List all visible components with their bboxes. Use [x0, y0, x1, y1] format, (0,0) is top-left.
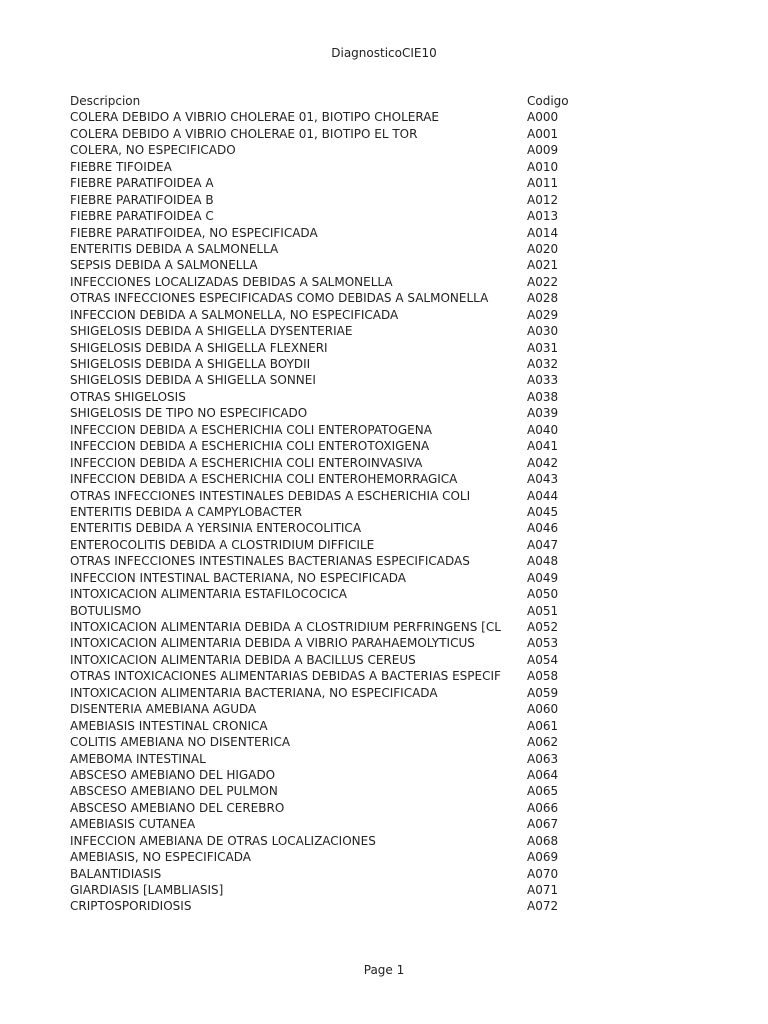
cell-codigo: A061 — [527, 718, 562, 734]
cell-descripcion: CRIPTOSPORIDIOSIS — [70, 899, 192, 914]
table-row — [70, 241, 590, 257]
table-row — [70, 718, 590, 734]
cell-codigo: A030 — [527, 323, 562, 339]
cell-descripcion: ENTERITIS DEBIDA A YERSINIA ENTEROCOLITICA — [70, 521, 362, 536]
cell-descripcion: FIEBRE PARATIFOIDEA C — [70, 209, 214, 224]
cell-codigo: A050 — [527, 586, 562, 602]
column-header-codigo: Codigo — [527, 93, 573, 109]
cell-codigo: A033 — [527, 372, 562, 388]
table-row — [70, 520, 590, 536]
cell-descripcion: AMEBIASIS, NO ESPECIFICADA — [70, 850, 251, 865]
cell-codigo: A065 — [527, 783, 562, 799]
table-row — [70, 603, 590, 619]
table-row — [70, 553, 590, 569]
cell-codigo: A070 — [527, 866, 562, 882]
cell-codigo: A045 — [527, 504, 562, 520]
cell-descripcion: OTRAS INFECCIONES INTESTINALES DEBIDAS A ESCHERICHIA COLI — [70, 488, 471, 503]
cell-descripcion: INTOXICACION ALIMENTARIA DEBIDA A VIBRIO PARAHAEMOLYTICUS — [70, 636, 475, 651]
cell-descripcion: BALANTIDIASIS — [70, 866, 162, 881]
cell-descripcion: INTOXICACION ALIMENTARIA ESTAFILOCOCICA — [70, 587, 347, 602]
table-row — [70, 438, 590, 454]
diagnosis-table — [70, 93, 590, 915]
cell-codigo: A012 — [527, 192, 562, 208]
cell-codigo: A042 — [527, 455, 562, 471]
table-row — [70, 800, 590, 816]
table-row — [70, 652, 590, 668]
cell-descripcion: BOTULISMO — [70, 603, 142, 618]
table-row — [70, 225, 590, 241]
cell-descripcion: INFECCION AMEBIANA DE OTRAS LOCALIZACIONES — [70, 833, 376, 848]
cell-descripcion: INFECCION DEBIDA A ESCHERICHIA COLI ENTEROHEMORRAGICA — [70, 472, 458, 487]
table-row — [70, 882, 590, 898]
cell-descripcion: INFECCIONES LOCALIZADAS DEBIDAS A SALMONELLA — [70, 274, 393, 289]
cell-descripcion: INTOXICACION ALIMENTARIA BACTERIANA, NO ESPECIFICADA — [70, 685, 438, 700]
cell-codigo: A046 — [527, 520, 562, 536]
cell-codigo: A052 — [527, 619, 562, 635]
cell-descripcion: ENTERITIS DEBIDA A SALMONELLA — [70, 241, 279, 256]
table-row — [70, 783, 590, 799]
table-row — [70, 356, 590, 372]
table-row — [70, 142, 590, 158]
table-row — [70, 422, 590, 438]
page-number: Page 1 — [363, 963, 405, 977]
cell-descripcion: OTRAS INTOXICACIONES ALIMENTARIAS DEBIDAS A BACTERIAS ESPECIF — [70, 669, 501, 684]
table-row — [70, 586, 590, 602]
cell-descripcion: AMEBOMA INTESTINAL — [70, 751, 206, 766]
table-row — [70, 340, 590, 356]
table-row — [70, 257, 590, 273]
cell-descripcion: ABSCESO AMEBIANO DEL PULMON — [70, 784, 278, 799]
cell-descripcion: SHIGELOSIS DEBIDA A SHIGELLA FLEXNERI — [70, 340, 328, 355]
cell-codigo: A068 — [527, 833, 562, 849]
cell-descripcion: AMEBIASIS INTESTINAL CRONICA — [70, 718, 268, 733]
cell-descripcion: INFECCION INTESTINAL BACTERIANA, NO ESPECIFICADA — [70, 570, 406, 585]
cell-descripcion: INFECCION DEBIDA A SALMONELLA, NO ESPECIFICADA — [70, 307, 399, 322]
table-row — [70, 159, 590, 175]
cell-descripcion: ABSCESO AMEBIANO DEL CEREBRO — [70, 800, 285, 815]
cell-codigo: A028 — [527, 290, 562, 306]
cell-codigo: A072 — [527, 898, 562, 914]
cell-descripcion: OTRAS INFECCIONES ESPECIFICADAS COMO DEBIDAS A SALMONELLA — [70, 291, 489, 306]
table-row — [70, 570, 590, 586]
cell-codigo: A064 — [527, 767, 562, 783]
table-row — [70, 767, 590, 783]
cell-descripcion: COLERA, NO ESPECIFICADO — [70, 143, 236, 158]
column-header-descripcion: Descripcion — [70, 94, 141, 108]
cell-codigo: A058 — [527, 668, 562, 684]
cell-codigo: A043 — [527, 471, 562, 487]
cell-codigo: A062 — [527, 734, 562, 750]
table-row — [70, 833, 590, 849]
table-row — [70, 175, 590, 191]
table-row — [70, 323, 590, 339]
cell-descripcion: SHIGELOSIS DEBIDA A SHIGELLA DYSENTERIAE — [70, 324, 353, 339]
cell-descripcion: FIEBRE PARATIFOIDEA A — [70, 176, 214, 191]
table-row — [70, 192, 590, 208]
table-row — [70, 619, 590, 635]
cell-descripcion: INFECCION DEBIDA A ESCHERICHIA COLI ENTEROINVASIVA — [70, 455, 423, 470]
cell-descripcion: FIEBRE PARATIFOIDEA, NO ESPECIFICADA — [70, 225, 318, 240]
cell-descripcion: GIARDIASIS [LAMBLIASIS] — [70, 883, 224, 897]
table-row — [70, 488, 590, 504]
cell-codigo: A066 — [527, 800, 562, 816]
cell-descripcion: OTRAS INFECCIONES INTESTINALES BACTERIANAS ESPECIFICADAS — [70, 554, 470, 569]
table-row — [70, 307, 590, 323]
table-row — [70, 701, 590, 717]
table-row — [70, 455, 590, 471]
cell-codigo: A067 — [527, 816, 562, 832]
cell-codigo: A069 — [527, 849, 562, 865]
table-row — [70, 471, 590, 487]
table-row — [70, 668, 590, 684]
cell-descripcion: INFECCION DEBIDA A ESCHERICHIA COLI ENTEROTOXIGENA — [70, 439, 430, 454]
cell-codigo: A040 — [527, 422, 562, 438]
cell-codigo: A044 — [527, 488, 562, 504]
cell-codigo: A020 — [527, 241, 562, 257]
cell-descripcion: ENTERITIS DEBIDA A CAMPYLOBACTER — [70, 504, 303, 519]
table-row — [70, 389, 590, 405]
cell-codigo: A031 — [527, 340, 562, 356]
table-row — [70, 685, 590, 701]
cell-descripcion: COLITIS AMEBIANA NO DISENTERICA — [70, 735, 291, 750]
cell-descripcion: ENTEROCOLITIS DEBIDA A CLOSTRIDIUM DIFFICILE — [70, 537, 375, 552]
cell-codigo: A059 — [527, 685, 562, 701]
cell-codigo: A001 — [527, 126, 562, 142]
cell-codigo: A053 — [527, 635, 562, 651]
table-row — [70, 751, 590, 767]
cell-codigo: A021 — [527, 257, 562, 273]
cell-descripcion: COLERA DEBIDO A VIBRIO CHOLERAE 01, BIOTIPO EL TOR — [70, 126, 418, 141]
cell-descripcion: FIEBRE TIFOIDEA — [70, 159, 172, 174]
table-row — [70, 109, 590, 125]
table-row — [70, 635, 590, 651]
table-row — [70, 734, 590, 750]
cell-codigo: A038 — [527, 389, 562, 405]
cell-codigo: A049 — [527, 570, 562, 586]
table-header-row — [70, 93, 590, 109]
cell-codigo: A039 — [527, 405, 562, 421]
cell-codigo: A071 — [527, 882, 562, 898]
cell-descripcion: SHIGELOSIS DEBIDA A SHIGELLA BOYDII — [70, 357, 311, 371]
cell-codigo: A009 — [527, 142, 562, 158]
cell-descripcion: INFECCION DEBIDA A ESCHERICHIA COLI ENTEROPATOGENA — [70, 422, 432, 437]
page-title: DiagnosticoCIE10 — [331, 46, 437, 60]
table-row — [70, 866, 590, 882]
table-row — [70, 290, 590, 306]
cell-codigo: A000 — [527, 109, 562, 125]
table-row — [70, 274, 590, 290]
table-row — [70, 504, 590, 520]
table-row — [70, 372, 590, 388]
cell-descripcion: INTOXICACION ALIMENTARIA DEBIDA A BACILLUS CEREUS — [70, 652, 416, 667]
table-row — [70, 537, 590, 553]
cell-codigo: A054 — [527, 652, 562, 668]
cell-codigo: A022 — [527, 274, 562, 290]
table-row — [70, 208, 590, 224]
cell-descripcion: FIEBRE PARATIFOIDEA B — [70, 192, 214, 207]
table-row — [70, 816, 590, 832]
table-row — [70, 849, 590, 865]
table-row — [70, 898, 590, 914]
cell-codigo: A032 — [527, 356, 562, 372]
cell-codigo: A048 — [527, 553, 562, 569]
cell-descripcion: ABSCESO AMEBIANO DEL HIGADO — [70, 767, 276, 782]
table-body — [70, 109, 590, 914]
cell-codigo: A041 — [527, 438, 562, 454]
table-row — [70, 405, 590, 421]
cell-descripcion: INTOXICACION ALIMENTARIA DEBIDA A CLOSTRIDIUM PERFRINGENS [CL — [70, 620, 501, 634]
cell-descripcion: SHIGELOSIS DEBIDA A SHIGELLA SONNEI — [70, 373, 316, 388]
cell-descripcion: SHIGELOSIS DE TIPO NO ESPECIFICADO — [70, 406, 308, 421]
cell-descripcion: SEPSIS DEBIDA A SALMONELLA — [70, 258, 258, 273]
cell-descripcion: AMEBIASIS CUTANEA — [70, 817, 196, 832]
cell-codigo: A011 — [527, 175, 562, 191]
cell-codigo: A013 — [527, 208, 562, 224]
cell-descripcion: OTRAS SHIGELOSIS — [70, 389, 186, 404]
cell-codigo: A063 — [527, 751, 562, 767]
cell-descripcion: COLERA DEBIDO A VIBRIO CHOLERAE 01, BIOTIPO CHOLERAE — [70, 110, 440, 125]
cell-descripcion: DISENTERIA AMEBIANA AGUDA — [70, 702, 257, 717]
table-row — [70, 126, 590, 142]
cell-codigo: A014 — [527, 225, 562, 241]
cell-codigo: A029 — [527, 307, 562, 323]
cell-codigo: A051 — [527, 603, 562, 619]
cell-codigo: A010 — [527, 159, 562, 175]
cell-codigo: A047 — [527, 537, 562, 553]
cell-codigo: A060 — [527, 701, 562, 717]
